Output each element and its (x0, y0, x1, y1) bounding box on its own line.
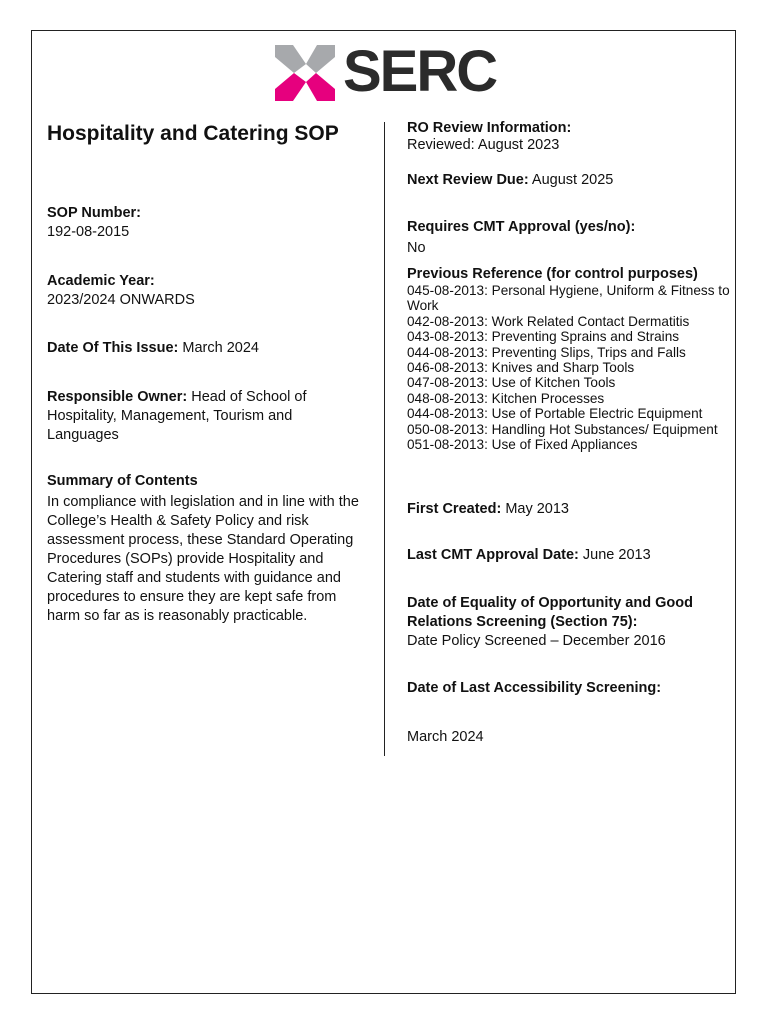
reference-item: 044-08-2013: Use of Portable Electric Equipment (407, 406, 703, 422)
serc-logo (273, 39, 497, 104)
summary-text: In compliance with legislation and in line with the College’s Health & Safety Policy and risk assessment process, these Standard Operating Procedures (SOPs) provide Hospitality and Catering staff and students with guidance and procedures to ensure they are kept safe from harm so far as is reasonably practicable. (47, 494, 359, 624)
equality-block (407, 594, 727, 651)
first-created-value: May 2013 (505, 501, 569, 517)
serc-wordmark: SERC (343, 39, 497, 104)
ro-review-block (407, 120, 727, 154)
cmt-approval-block (407, 217, 727, 259)
reference-item: 048-08-2013: Kitchen Processes (407, 390, 605, 406)
accessibility-label: Date of Last Accessibility Screening: (407, 680, 662, 696)
issue-date-value: March 2024 (182, 340, 259, 356)
reference-item: 045-08-2013: Personal Hygiene, Uniform & Fitness to Work (407, 283, 730, 314)
sop-number-value: 192-08-2015 (47, 224, 130, 240)
first-created-block (407, 500, 727, 519)
reference-item: 042-08-2013: Work Related Contact Dermatitis (407, 313, 690, 329)
academic-year-value: 2023/2024 ONWARDS (47, 292, 195, 308)
issue-date-block (47, 339, 367, 358)
issue-date-label: Date Of This Issue: (47, 340, 179, 356)
reference-item: 051-08-2013: Use of Fixed Appliances (407, 437, 638, 453)
serc-logo-mark (273, 43, 337, 103)
sop-number-label: SOP Number: (47, 205, 142, 221)
academic-year-label: Academic Year: (47, 273, 155, 289)
accessibility-block (407, 679, 727, 747)
equality-value: Date Policy Screened – December 2016 (407, 633, 666, 649)
owner-value: Head of School of Hospitality, Management, Tourism and Languages (47, 389, 307, 443)
next-review-block (407, 171, 727, 190)
academic-year-block (47, 272, 367, 310)
reference-item: 047-08-2013: Use of Kitchen Tools (407, 375, 616, 391)
accessibility-value: March 2024 (407, 729, 484, 745)
reference-item: 044-08-2013: Preventing Slips, Trips and Falls (407, 344, 686, 360)
cmt-approval-value: No (407, 240, 426, 256)
last-cmt-block (407, 546, 727, 565)
summary-label: Summary of Contents (47, 473, 198, 489)
owner-block (47, 388, 367, 445)
first-created-label: First Created: (407, 501, 502, 517)
document-title: Hospitality and Catering SOP (47, 122, 339, 145)
previous-reference-label: Previous Reference (for control purposes) (407, 266, 698, 282)
owner-label: Responsible Owner: (47, 389, 188, 405)
summary-block (47, 472, 367, 626)
left-column (47, 120, 367, 624)
next-review-label: Next Review Due: (407, 172, 529, 188)
next-review-value: August 2025 (531, 172, 614, 188)
column-divider (384, 122, 385, 756)
reference-item: 050-08-2013: Handling Hot Substances/ Equipment (407, 421, 718, 437)
cmt-approval-label: Requires CMT Approval (yes/no): (407, 219, 636, 235)
sop-number-block (47, 204, 367, 242)
last-cmt-label: Last CMT Approval Date: (407, 547, 579, 563)
reference-item: 043-08-2013: Preventing Sprains and Strains (407, 329, 680, 345)
previous-reference-block (407, 265, 737, 452)
ro-review-label: RO Review Information: (407, 120, 572, 136)
equality-label: Date of Equality of Opportunity and Good Relations Screening (Section 75): (407, 595, 693, 630)
ro-review-value: Reviewed: August 2023 (407, 137, 560, 153)
reference-item: 046-08-2013: Knives and Sharp Tools (407, 360, 635, 376)
last-cmt-value: June 2013 (582, 547, 651, 563)
